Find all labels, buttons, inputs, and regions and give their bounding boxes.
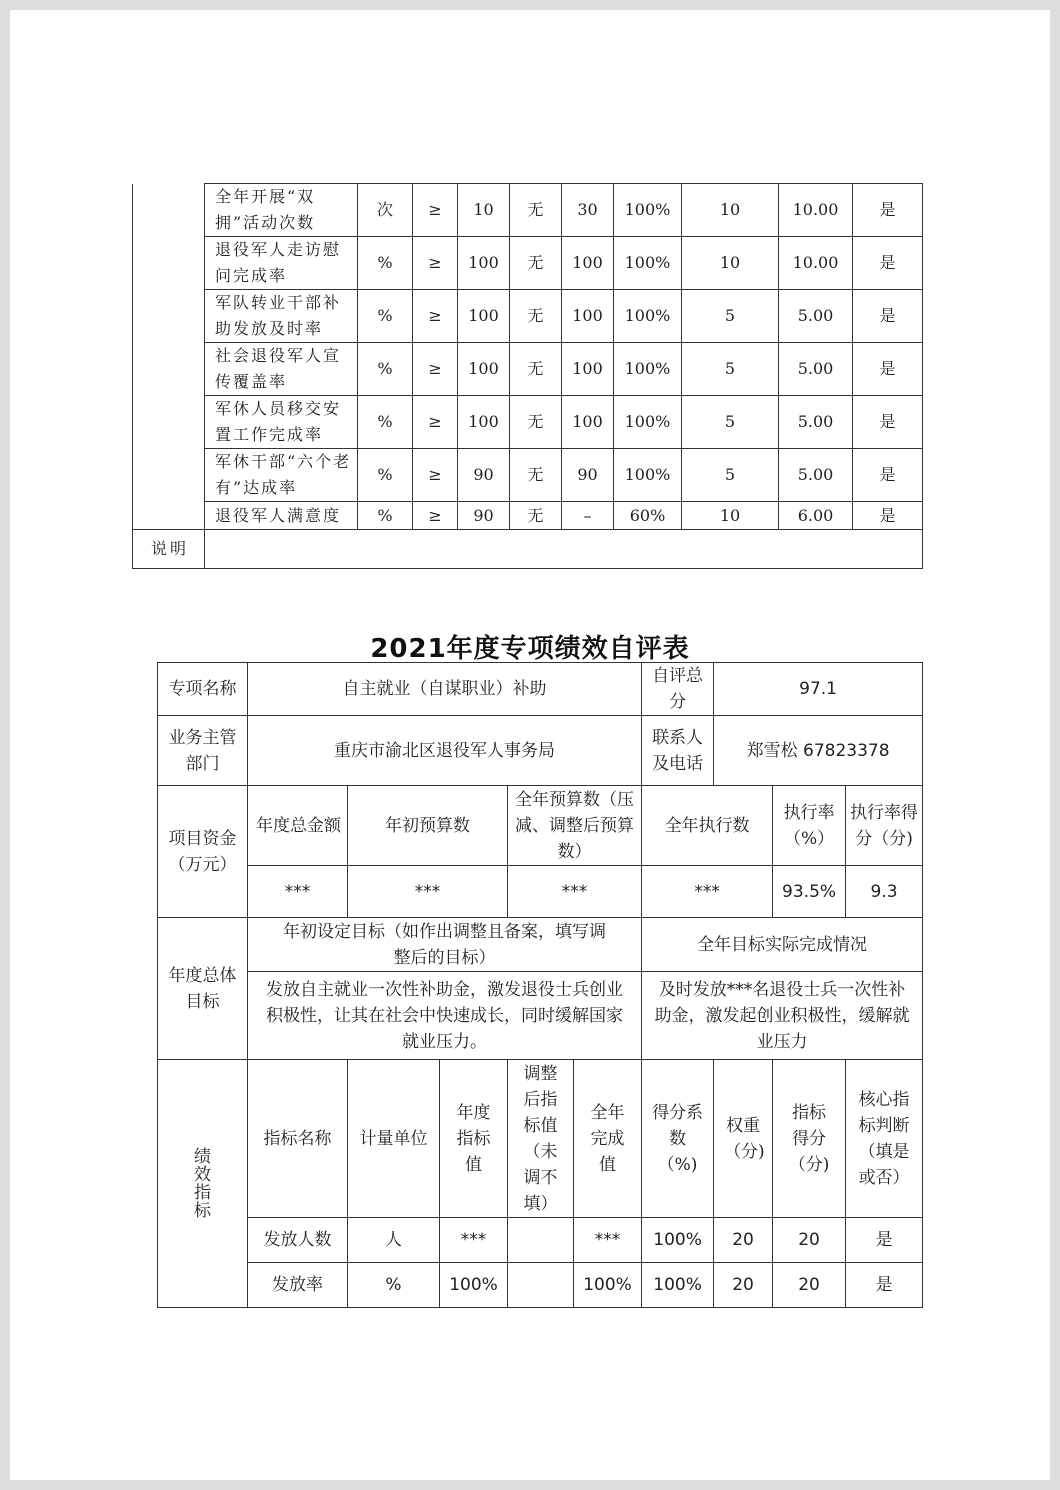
row-indicator-headers	[158, 1060, 923, 1218]
indicator-group-cell	[133, 502, 205, 530]
ind-adjusted: 无	[510, 184, 562, 237]
goal-label: 年度总体目标	[158, 918, 248, 1060]
ind-unit: %	[358, 502, 413, 530]
ind-actual: –	[562, 502, 614, 530]
indicator-row	[133, 290, 923, 343]
indicator-row	[133, 237, 923, 290]
funds-header-initial: 年初预算数	[348, 786, 508, 866]
ind-weight: 20	[714, 1263, 773, 1308]
indicator-table-continued	[132, 183, 923, 569]
ind-core: 是	[846, 1218, 923, 1263]
row-project-name	[158, 663, 923, 716]
ind-header-coef: 得分系数（%)	[642, 1060, 714, 1218]
ind-adjusted	[508, 1263, 574, 1308]
goal-set-header: 年初设定目标（如作出调整且备案，填写调整后的目标）	[248, 918, 642, 972]
indicator-group-cell	[133, 449, 205, 502]
ind-adjusted: 无	[510, 502, 562, 530]
ind-coef: 100%	[642, 1263, 714, 1308]
ind-unit: %	[358, 237, 413, 290]
ind-score: 10.00	[779, 184, 853, 237]
funds-value-executed: ***	[642, 866, 773, 918]
indicator-label-text: 绩效指标	[194, 1146, 211, 1221]
ind-header-target: 年度指标值	[440, 1060, 508, 1218]
ind-actual: 100	[562, 290, 614, 343]
ind-name: 军队转业干部补助发放及时率	[205, 290, 358, 343]
ind-header-unit: 计量单位	[348, 1060, 440, 1218]
goal-actual-value: 及时发放***名退役士兵一次性补助金，激发起创业积极性，缓解就业压力	[642, 972, 923, 1060]
ind-op: ≥	[413, 343, 458, 396]
ind-score: 5.00	[779, 290, 853, 343]
ind-target: 90	[458, 449, 510, 502]
ind-rate: 100%	[614, 237, 682, 290]
ind-weight: 5	[682, 449, 779, 502]
ind-target: 90	[458, 502, 510, 530]
ind-name: 全年开展“双拥”活动次数	[205, 184, 358, 237]
ind-core: 是	[853, 343, 923, 396]
ind-header-adjusted: 调整后指标值（未调不填）	[508, 1060, 574, 1218]
ind-weight: 5	[682, 396, 779, 449]
ind-target: 100	[458, 237, 510, 290]
ind-coef: 100%	[642, 1218, 714, 1263]
ind-rate: 100%	[614, 184, 682, 237]
row-goal-headers	[158, 918, 923, 972]
ind-actual: 90	[562, 449, 614, 502]
ind-unit: 次	[358, 184, 413, 237]
ind-actual: 100%	[574, 1263, 642, 1308]
ind-name: 发放人数	[248, 1218, 348, 1263]
note-label: 说明	[133, 530, 205, 569]
indicator-group-cell	[133, 343, 205, 396]
goal-set-value: 发放自主就业一次性补助金，激发退役士兵创业积极性，让其在社会中快速成长，同时缓解国家就业压力。	[248, 972, 642, 1060]
indicator-row	[133, 343, 923, 396]
funds-header-rate-score: 执行率得分（分)	[846, 786, 923, 866]
ind-core: 是	[853, 290, 923, 343]
row-funds-values	[158, 866, 923, 918]
ind-unit: %	[348, 1263, 440, 1308]
row-goal-values	[158, 972, 923, 1060]
ind-actual: ***	[574, 1218, 642, 1263]
funds-value-rate-score: 9.3	[846, 866, 923, 918]
ind-rate: 100%	[614, 343, 682, 396]
ind-op: ≥	[413, 290, 458, 343]
ind-target: 100	[458, 343, 510, 396]
ind-weight: 5	[682, 290, 779, 343]
ind-unit: %	[358, 343, 413, 396]
ind-adjusted: 无	[510, 343, 562, 396]
ind-target: ***	[440, 1218, 508, 1263]
funds-header-annual: 全年预算数（压减、调整后预算数）	[508, 786, 642, 866]
document-page	[10, 10, 1050, 1480]
ind-op: ≥	[413, 502, 458, 530]
ind-weight: 10	[682, 237, 779, 290]
ind-score: 20	[773, 1263, 846, 1308]
ind-actual: 100	[562, 343, 614, 396]
dept-value: 重庆市渝北区退役军人事务局	[248, 716, 642, 786]
ind-core: 是	[846, 1263, 923, 1308]
self-score-value: 97.1	[714, 663, 923, 716]
ind-header-score: 指标得分（分)	[773, 1060, 846, 1218]
ind-unit: 人	[348, 1218, 440, 1263]
ind-actual: 30	[562, 184, 614, 237]
row-dept	[158, 716, 923, 786]
funds-value-annual: ***	[508, 866, 642, 918]
ind-adjusted: 无	[510, 237, 562, 290]
ind-score: 5.00	[779, 396, 853, 449]
ind-header-weight: 权重（分)	[714, 1060, 773, 1218]
indicator-label	[158, 1060, 248, 1308]
indicator-row	[158, 1218, 923, 1263]
ind-name: 军休人员移交安置工作完成率	[205, 396, 358, 449]
ind-header-name: 指标名称	[248, 1060, 348, 1218]
dept-label: 业务主管部门	[158, 716, 248, 786]
ind-adjusted: 无	[510, 290, 562, 343]
funds-header-rate: 执行率（%）	[773, 786, 846, 866]
indicator-row	[133, 396, 923, 449]
self-score-label: 自评总分	[642, 663, 714, 716]
ind-core: 是	[853, 449, 923, 502]
ind-adjusted: 无	[510, 449, 562, 502]
ind-weight: 10	[682, 184, 779, 237]
ind-rate: 100%	[614, 449, 682, 502]
funds-label: 项目资金（万元）	[158, 786, 248, 918]
performance-self-eval-table	[157, 662, 923, 1308]
ind-op: ≥	[413, 237, 458, 290]
ind-score: 20	[773, 1218, 846, 1263]
ind-core: 是	[853, 237, 923, 290]
funds-value-initial: ***	[348, 866, 508, 918]
indicator-row	[133, 449, 923, 502]
funds-header-total: 年度总金额	[248, 786, 348, 866]
ind-unit: %	[358, 396, 413, 449]
indicator-row	[133, 502, 923, 530]
ind-score: 10.00	[779, 237, 853, 290]
ind-adjusted	[508, 1218, 574, 1263]
ind-name: 发放率	[248, 1263, 348, 1308]
ind-target: 100	[458, 290, 510, 343]
contact-label: 联系人及电话	[642, 716, 714, 786]
note-value	[205, 530, 923, 569]
ind-name: 退役军人走访慰问完成率	[205, 237, 358, 290]
ind-op: ≥	[413, 396, 458, 449]
ind-score: 6.00	[779, 502, 853, 530]
ind-rate: 60%	[614, 502, 682, 530]
ind-weight: 10	[682, 502, 779, 530]
indicator-row	[158, 1263, 923, 1308]
ind-core: 是	[853, 396, 923, 449]
indicator-row	[133, 184, 923, 237]
ind-core: 是	[853, 184, 923, 237]
ind-target: 100%	[440, 1263, 508, 1308]
funds-header-executed: 全年执行数	[642, 786, 773, 866]
ind-header-actual: 全年完成值	[574, 1060, 642, 1218]
ind-score: 5.00	[779, 343, 853, 396]
ind-rate: 100%	[614, 396, 682, 449]
project-name-value: 自主就业（自谋职业）补助	[248, 663, 642, 716]
ind-actual: 100	[562, 237, 614, 290]
ind-op: ≥	[413, 184, 458, 237]
contact-value: 郑雪松 67823378	[714, 716, 923, 786]
funds-value-total: ***	[248, 866, 348, 918]
ind-core: 是	[853, 502, 923, 530]
ind-op: ≥	[413, 449, 458, 502]
funds-value-rate: 93.5%	[773, 866, 846, 918]
ind-name: 社会退役军人宣传覆盖率	[205, 343, 358, 396]
indicator-group-cell	[133, 184, 205, 237]
project-name-label: 专项名称	[158, 663, 248, 716]
indicator-group-cell	[133, 237, 205, 290]
goal-actual-header: 全年目标实际完成情况	[642, 918, 923, 972]
ind-rate: 100%	[614, 290, 682, 343]
indicator-group-cell	[133, 290, 205, 343]
ind-name: 军休干部“六个老有”达成率	[205, 449, 358, 502]
ind-weight: 5	[682, 343, 779, 396]
ind-target: 100	[458, 396, 510, 449]
ind-target: 10	[458, 184, 510, 237]
ind-score: 5.00	[779, 449, 853, 502]
ind-unit: %	[358, 290, 413, 343]
ind-actual: 100	[562, 396, 614, 449]
indicator-group-cell	[133, 396, 205, 449]
ind-adjusted: 无	[510, 396, 562, 449]
ind-name: 退役军人满意度	[205, 502, 358, 530]
ind-weight: 20	[714, 1218, 773, 1263]
ind-header-core: 核心指标判断（填是或否）	[846, 1060, 923, 1218]
row-funds-headers	[158, 786, 923, 866]
ind-unit: %	[358, 449, 413, 502]
form-title: 2021年度专项绩效自评表	[370, 634, 690, 664]
note-row	[133, 530, 923, 569]
